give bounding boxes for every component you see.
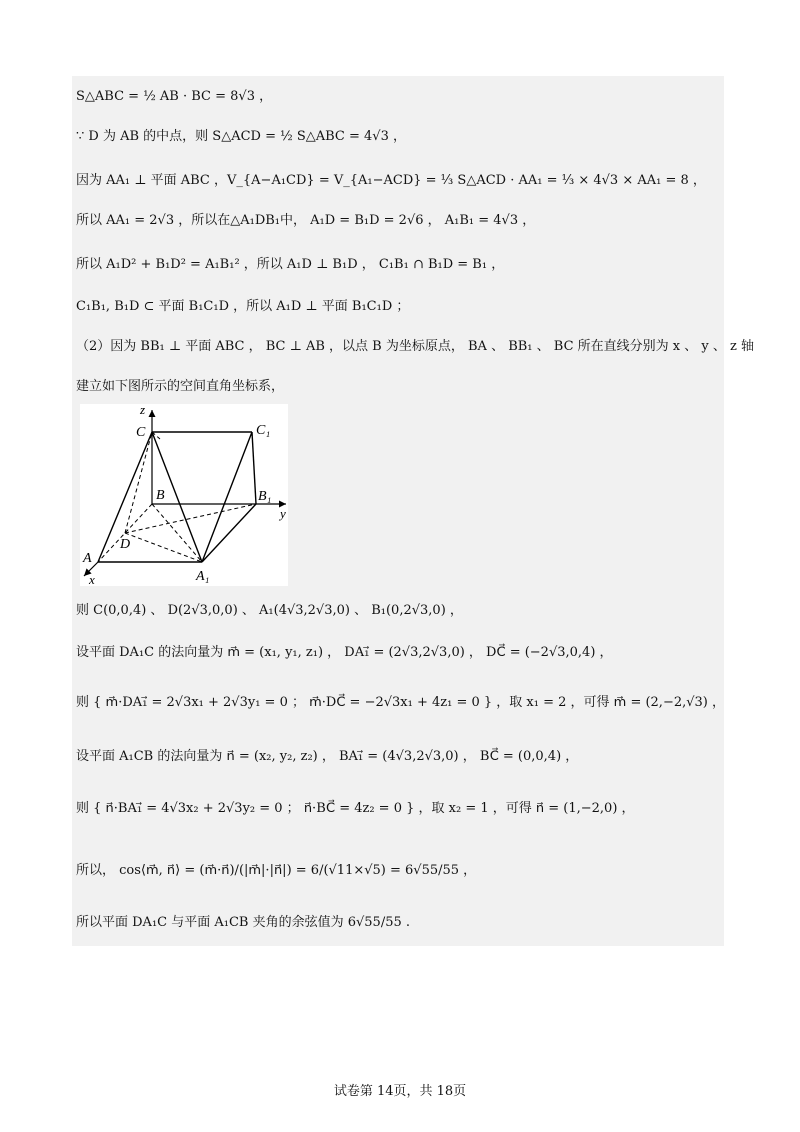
- solution-line-3: 因为 AA₁ ⊥ 平面 ABC ，V_{A−A₁CD} = V_{A₁−ACD} = ⅓ S△ACD · AA₁ = ⅓ × 4√3 × AA₁ = 8 ，: [76, 173, 706, 188]
- solution-panel: [72, 76, 754, 946]
- solution-line-6: C₁B₁, B₁D ⊂ 平面 B₁C₁D ，所以 A₁D ⊥ 平面 B₁C₁D ；: [76, 299, 410, 314]
- label-C: C: [136, 425, 146, 440]
- solution-line-5: 所以 A₁D² + B₁D² = A₁B₁² ，所以 A₁D ⊥ B₁D ， C₁B₁ ∩ B₁D = B₁ ，: [76, 257, 505, 272]
- solution-line-4: 所以 AA₁ = 2√3 ，所以在△A₁DB₁中， A₁D = B₁D = 2√6 ， A₁B₁ = 4√3 ，: [76, 213, 536, 228]
- label-z: z: [140, 404, 146, 417]
- label-B: B: [156, 488, 165, 503]
- label-A: A: [83, 551, 92, 566]
- solution-line-14: 所以， cos⟨m⃗, n⃗⟩ = (m⃗·n⃗)/(|m⃗|·|n⃗|) = 6/(√11×√5) = 6√55/55 ，: [76, 863, 477, 878]
- label-B1: B₁: [258, 489, 272, 504]
- coordinate-figure: [80, 404, 288, 586]
- label-x: x: [89, 572, 95, 586]
- solution-line-7: （2）因为 BB₁ ⊥ 平面 ABC ， BC ⊥ AB ，以点 B 为坐标原点， BA 、 BB₁ 、 BC 所在直线分别为 x 、 y 、 z 轴: [76, 339, 754, 354]
- label-y: y: [280, 506, 286, 521]
- solution-line-1: S△ABC = ½ AB · BC = 8√3 ，: [76, 89, 273, 104]
- page-footer: 试卷第 14页，共 18页: [333, 1084, 467, 1099]
- solution-line-8: 建立如下图所示的空间直角坐标系，: [76, 379, 285, 394]
- label-A1: A₁: [196, 569, 210, 584]
- prism-diagram: [80, 404, 288, 586]
- solution-line-12: 设平面 A₁CB 的法向量为 n⃗ = (x₂, y₂, z₂) ， BA₁⃗ = (4√3,2√3,0) ， BC⃗ = (0,0,4) ，: [76, 749, 579, 764]
- label-C1: C₁: [256, 423, 271, 438]
- solution-line-11: 则 { m⃗·DA₁⃗ = 2√3x₁ + 2√3y₁ = 0 ； m⃗·DC⃗ = −2√3x₁ + 4z₁ = 0 } ，取 x₁ = 2 ，可得 m⃗ = (2,−2,√3) ，: [76, 695, 725, 710]
- solution-line-13: 则 { n⃗·BA₁⃗ = 4√3x₂ + 2√3y₂ = 0 ； n⃗·BC⃗ = 4z₂ = 0 } ，取 x₂ = 1 ，可得 n⃗ = (1,−2,0) ，: [76, 801, 635, 816]
- solution-line-10: 设平面 DA₁C 的法向量为 m⃗ = (x₁, y₁, z₁) ， DA₁⃗ = (2√3,2√3,0) ， DC⃗ = (−2√3,0,4) ，: [76, 645, 613, 660]
- label-D: D: [120, 537, 131, 552]
- solution-line-2: ∵ D 为 AB 的中点，则 S△ACD = ½ S△ABC = 4√3 ，: [76, 129, 406, 144]
- solution-line-15: 所以平面 DA₁C 与平面 A₁CB 夹角的余弦值为 6√55/55 .: [76, 915, 411, 930]
- solution-line-9: 则 C(0,0,4) 、 D(2√3,0,0) 、 A₁(4√3,2√3,0) 、 B₁(0,2√3,0) ，: [76, 603, 463, 618]
